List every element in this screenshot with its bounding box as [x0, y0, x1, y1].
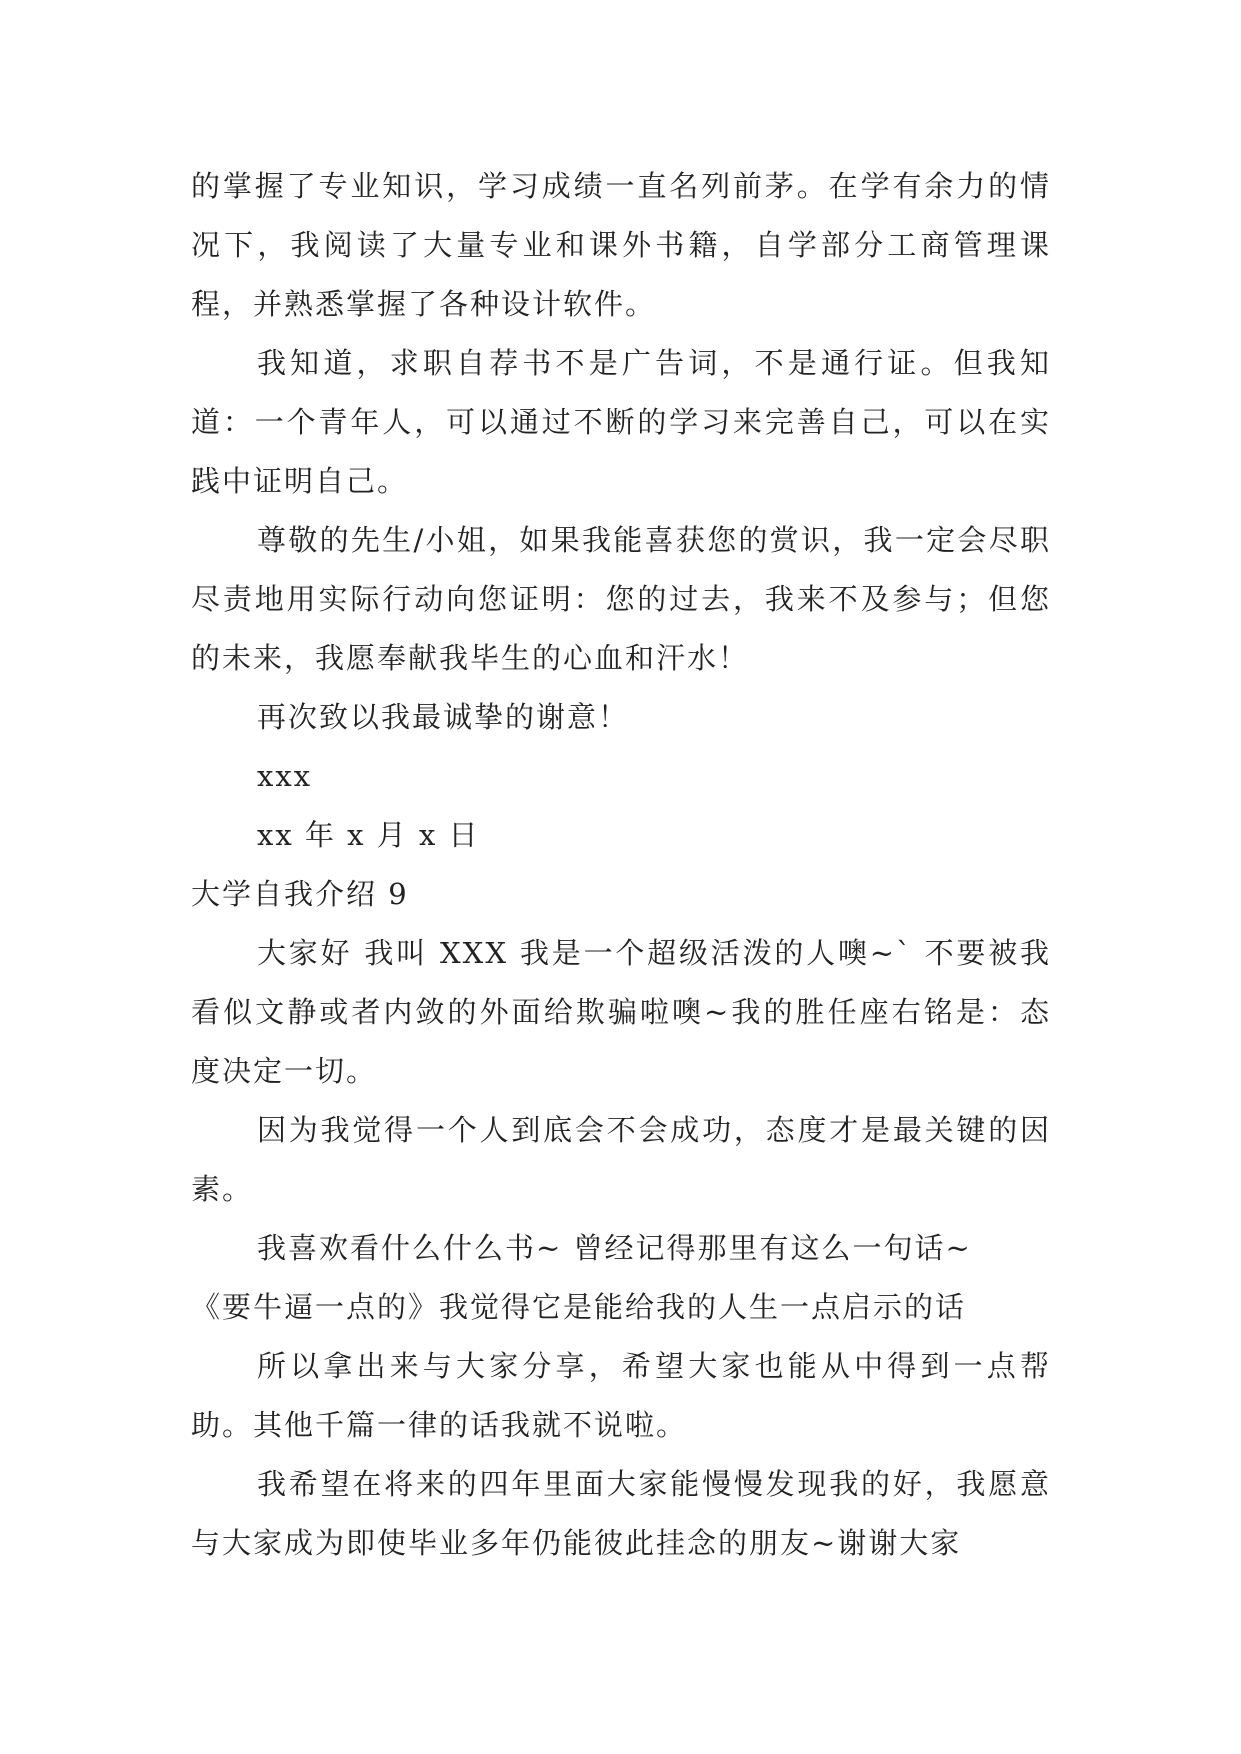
body-paragraph: 尊敬的先生/小姐，如果我能喜获您的赏识，我一定会尽职尽责地用实际行动向您证明：您的过去，我来不及参与；但您的未来，我愿奉献我毕生的心血和汗水！ — [191, 523, 1051, 675]
body-paragraph: 再次致以我最诚挚的谢意！ — [257, 700, 630, 734]
body-paragraph: 我希望在将来的四年里面大家能慢慢发现我的好，我愿意与大家成为即使毕业多年仍能彼此挂念的朋友~谢谢大家 — [191, 1467, 1051, 1560]
body-paragraph: 我喜欢看什么什么书~ 曾经记得那里有这么一句话~ — [257, 1231, 972, 1265]
body-paragraph: 因为我觉得一个人到底会不会成功，态度才是最关键的因素。 — [191, 1113, 1051, 1206]
signature-name: xxx — [257, 759, 313, 793]
body-paragraph: 所以拿出来与大家分享，希望大家也能从中得到一点帮助。其他千篇一律的话我就不说啦。 — [191, 1349, 1051, 1442]
document-page — [191, 157, 1051, 1573]
body-paragraph: 我知道，求职自荐书不是广告词，不是通行证。但我知道：一个青年人，可以通过不断的学习来完善自己，可以在实践中证明自己。 — [191, 346, 1051, 498]
body-paragraph: 大家好 我叫 XXX 我是一个超级活泼的人噢~` 不要被我看似文静或者内敛的外面给欺骗啦噢~我的胜任座右铭是：态度决定一切。 — [191, 936, 1051, 1088]
signature-date: xx 年 x 月 x 日 — [257, 818, 480, 852]
section-heading: 大学自我介绍 9 — [191, 877, 409, 911]
quote-line: 《要牛逼一点的》我觉得它是能给我的人生一点启示的话 — [191, 1290, 967, 1324]
body-paragraph: 的掌握了专业知识，学习成绩一直名列前茅。在学有余力的情况下，我阅读了大量专业和课外书籍，自学部分工商管理课程，并熟悉掌握了各种设计软件。 — [191, 169, 1051, 321]
